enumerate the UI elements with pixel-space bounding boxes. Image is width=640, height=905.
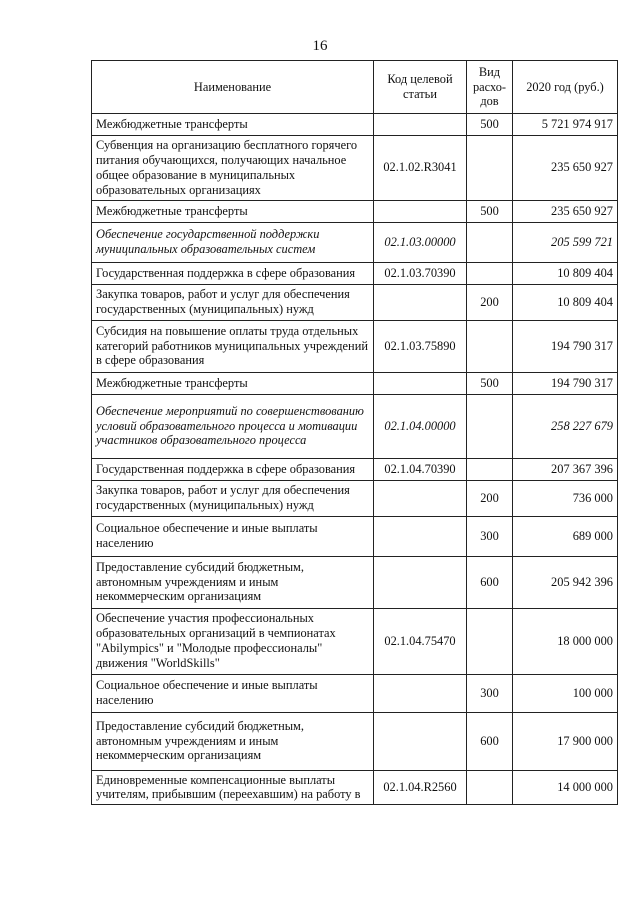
table-row	[92, 770, 618, 805]
row-code	[374, 200, 467, 222]
row-code: 02.1.03.75890	[374, 320, 467, 372]
row-name: Субсидия на повышение оплаты труда отдельных категорий работников муниципальных учреждений в сфере образования	[92, 320, 374, 372]
row-type: 500	[467, 114, 513, 136]
row-name: Межбюджетные трансферты	[92, 200, 374, 222]
row-amount: 205 599 721	[513, 222, 618, 262]
table-row	[92, 372, 618, 394]
row-type	[467, 320, 513, 372]
table-row	[92, 516, 618, 556]
row-type	[467, 222, 513, 262]
row-amount: 207 367 396	[513, 458, 618, 480]
row-name: Межбюджетные трансферты	[92, 114, 374, 136]
row-amount: 100 000	[513, 674, 618, 712]
row-name: Единовременные компенсационные выплаты учителям, прибывшим (переехавшим) на работу в	[92, 770, 374, 805]
row-amount: 194 790 317	[513, 372, 618, 394]
row-amount: 689 000	[513, 516, 618, 556]
row-type: 200	[467, 480, 513, 516]
row-code	[374, 556, 467, 608]
row-name: Обеспечение государственной поддержки муниципальных образовательных систем	[92, 222, 374, 262]
table-row	[92, 262, 618, 284]
row-code: 02.1.02.R3041	[374, 136, 467, 201]
table-header-row	[92, 61, 618, 114]
row-code	[374, 284, 467, 320]
row-type	[467, 458, 513, 480]
table-row	[92, 480, 618, 516]
budget-table	[91, 60, 618, 805]
table-row	[92, 114, 618, 136]
row-amount: 10 809 404	[513, 284, 618, 320]
row-code: 02.1.04.R2560	[374, 770, 467, 805]
row-type	[467, 262, 513, 284]
row-code	[374, 114, 467, 136]
table-row	[92, 222, 618, 262]
row-amount: 258 227 679	[513, 394, 618, 458]
row-amount: 235 650 927	[513, 200, 618, 222]
row-name: Социальное обеспечение и иные выплаты населению	[92, 516, 374, 556]
row-code	[374, 516, 467, 556]
row-amount: 18 000 000	[513, 608, 618, 674]
row-name: Субвенция на организацию бесплатного горячего питания обучающихся, получающих начальное общее образование в муниципальных образовательных организациях	[92, 136, 374, 201]
row-type	[467, 136, 513, 201]
table-row	[92, 320, 618, 372]
table-body	[92, 114, 618, 805]
row-code: 02.1.04.75470	[374, 608, 467, 674]
row-type	[467, 770, 513, 805]
row-amount: 235 650 927	[513, 136, 618, 201]
table-row	[92, 136, 618, 201]
row-name: Закупка товаров, работ и услуг для обеспечения государственных (муниципальных) нужд	[92, 284, 374, 320]
row-type: 300	[467, 674, 513, 712]
row-code: 02.1.03.70390	[374, 262, 467, 284]
row-amount: 17 900 000	[513, 712, 618, 770]
row-name: Государственная поддержка в сфере образования	[92, 458, 374, 480]
row-amount: 736 000	[513, 480, 618, 516]
page-number: 16	[312, 38, 328, 54]
row-type	[467, 394, 513, 458]
row-code	[374, 372, 467, 394]
header-code: Код целевой статьи	[374, 61, 467, 114]
row-name: Социальное обеспечение и иные выплаты населению	[92, 674, 374, 712]
row-amount: 205 942 396	[513, 556, 618, 608]
row-type: 500	[467, 200, 513, 222]
table-row	[92, 200, 618, 222]
row-code: 02.1.03.00000	[374, 222, 467, 262]
row-name: Закупка товаров, работ и услуг для обеспечения государственных (муниципальных) нужд	[92, 480, 374, 516]
row-name: Обеспечение участия профессиональных образовательных организаций в чемпионатах "Abilympics" и "Молодые профессионалы" движения "WorldSkills"	[92, 608, 374, 674]
row-name: Государственная поддержка в сфере образования	[92, 262, 374, 284]
row-type: 600	[467, 712, 513, 770]
table-row	[92, 674, 618, 712]
row-amount: 10 809 404	[513, 262, 618, 284]
row-type: 600	[467, 556, 513, 608]
header-name: Наименование	[92, 61, 374, 114]
table-row	[92, 394, 618, 458]
row-type: 200	[467, 284, 513, 320]
row-name: Обеспечение мероприятий по совершенствованию условий образовательного процесса и мотивации участников образовательного процесса	[92, 394, 374, 458]
row-name: Предоставление субсидий бюджетным, автономным учреждениям и иным некоммерческим организациям	[92, 712, 374, 770]
table-row	[92, 556, 618, 608]
table-row	[92, 284, 618, 320]
row-amount: 14 000 000	[513, 770, 618, 805]
table-row	[92, 712, 618, 770]
row-code	[374, 712, 467, 770]
row-type: 500	[467, 372, 513, 394]
table-row	[92, 608, 618, 674]
row-code	[374, 674, 467, 712]
row-name: Межбюджетные трансферты	[92, 372, 374, 394]
row-type	[467, 608, 513, 674]
header-amount: 2020 год (руб.)	[513, 61, 618, 114]
row-code	[374, 480, 467, 516]
table-row	[92, 458, 618, 480]
row-amount: 5 721 974 917	[513, 114, 618, 136]
header-type: Вид расхо-дов	[467, 61, 513, 114]
row-amount: 194 790 317	[513, 320, 618, 372]
row-type: 300	[467, 516, 513, 556]
row-code: 02.1.04.70390	[374, 458, 467, 480]
row-name: Предоставление субсидий бюджетным, автономным учреждениям и иным некоммерческим организациям	[92, 556, 374, 608]
row-code: 02.1.04.00000	[374, 394, 467, 458]
